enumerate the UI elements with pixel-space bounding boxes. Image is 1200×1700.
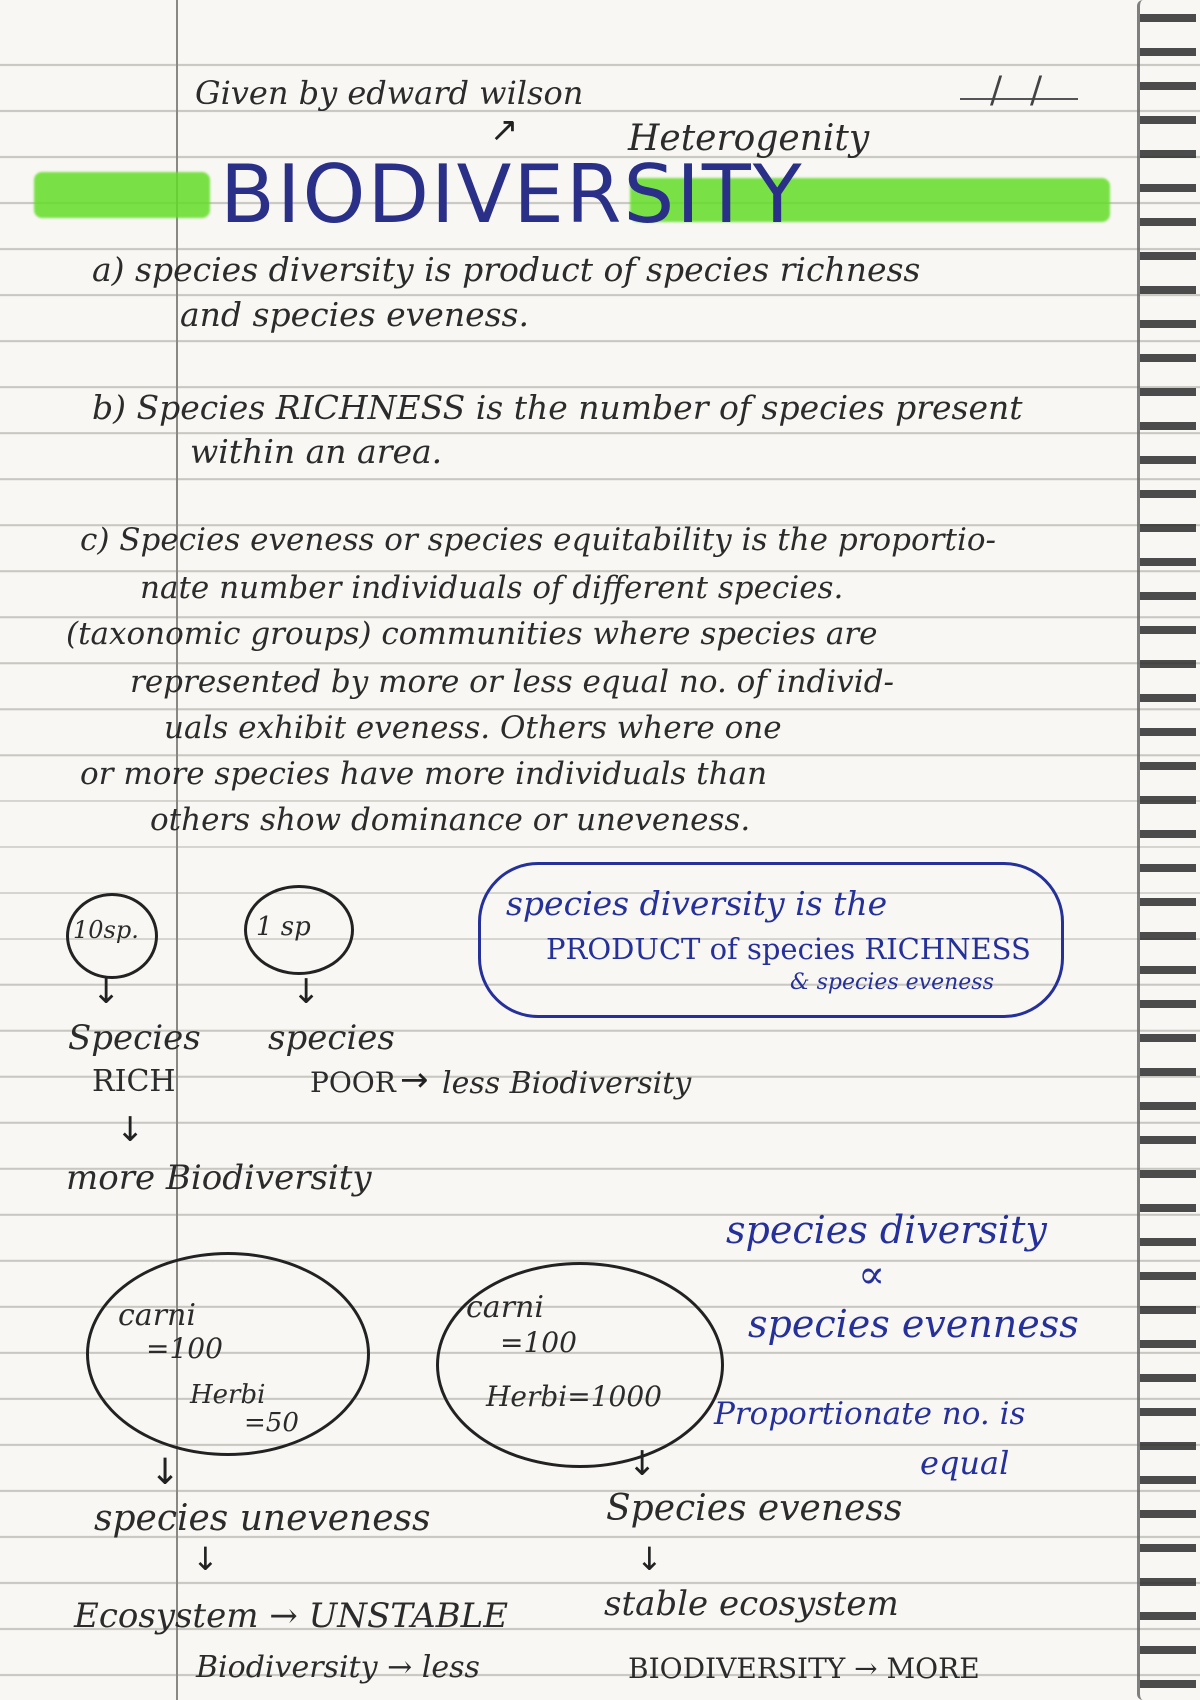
uneven-community-circle [86,1252,370,1456]
proportionate-line-2: equal [920,1444,1010,1482]
species-eveness-text: Species eveness [606,1488,903,1529]
point-a-line1: a) species diversity is product of species richness [92,250,921,289]
point-a-line2: and species eveness. [180,295,529,334]
less-biodiversity-result: Biodiversity → less [196,1650,480,1685]
relation-line-1: species diversity [726,1208,1047,1252]
point-b-line2: within an area. [190,432,443,471]
spiral-binding [1137,0,1196,1700]
down-arrow-icon: ↓ [636,1540,663,1578]
point-c-line6: or more species have more individuals than [80,756,768,792]
point-c-line5: uals exhibit eveness. Others where one [164,710,782,746]
species-rich-label-1: Species [68,1018,201,1058]
down-arrow-icon: ↓ [192,1540,219,1578]
down-arrow-icon: ↓ [628,1444,657,1484]
uneven-herbi-value: =50 [244,1408,299,1438]
up-right-arrow-icon: ↗ [490,110,519,150]
down-arrow-icon: ↓ [292,972,321,1012]
even-carni-label: carni [466,1290,544,1325]
highlight-left [34,172,210,218]
point-c-line3: (taxonomic groups) communities where species are [66,616,878,652]
date-slash: / [990,70,1003,111]
heterogeneity-text: Heterogenity [628,118,870,159]
right-arrow-icon: → [400,1060,429,1100]
point-b-line1: b) Species RICHNESS is the number of species present [92,388,1023,427]
less-biodiversity-text: less Biodiversity [442,1066,692,1101]
proportional-symbol: ∝ [858,1252,886,1298]
species-uneveness-text: species uneveness [94,1498,431,1539]
down-arrow-icon: ↓ [150,1452,181,1493]
even-herbi-label: Herbi=1000 [486,1380,662,1413]
stable-ecosystem-text: stable ecosystem [604,1584,899,1624]
even-carni-value: =100 [500,1326,577,1359]
date-slash: / [1030,70,1043,111]
point-c-line2: nate number individuals of different species. [140,570,844,606]
more-biodiversity-text: more Biodiversity [66,1158,372,1198]
uneven-herbi-label: Herbi [190,1380,266,1410]
cloud-line-1: species diversity is the [506,884,888,923]
more-biodiversity-result: BIODIVERSITY → MORE [628,1652,980,1685]
relation-line-2: species evenness [748,1302,1079,1346]
uneven-carni-value: =100 [146,1332,223,1365]
unstable-ecosystem-text: Ecosystem → UNSTABLE [74,1596,509,1636]
page-title: BIODIVERSITY [220,148,804,241]
one-species-label: 1 sp [256,912,311,942]
point-c-line4: represented by more or less equal no. of individ- [130,664,895,700]
cloud-line-3: & species eveness [790,970,994,995]
uneven-carni-label: carni [118,1298,196,1333]
ten-species-label: 10sp. [73,916,139,944]
species-poor-label-1: species [268,1018,395,1058]
point-c-line7: others show dominance or uneveness. [150,802,751,838]
species-rich-label-2: RICH [92,1064,176,1099]
cloud-line-2: PRODUCT of species RICHNESS [546,932,1031,966]
down-arrow-icon: ↓ [92,972,121,1012]
proportionate-line-1: Proportionate no. is [714,1396,1026,1432]
point-c-line1: c) Species eveness or species equitability is the proportio- [80,522,997,558]
given-by-text: Given by edward wilson [195,74,584,112]
date-line [960,98,1078,100]
down-arrow-icon: ↓ [116,1110,145,1150]
species-poor-label-2: POOR [310,1066,396,1099]
